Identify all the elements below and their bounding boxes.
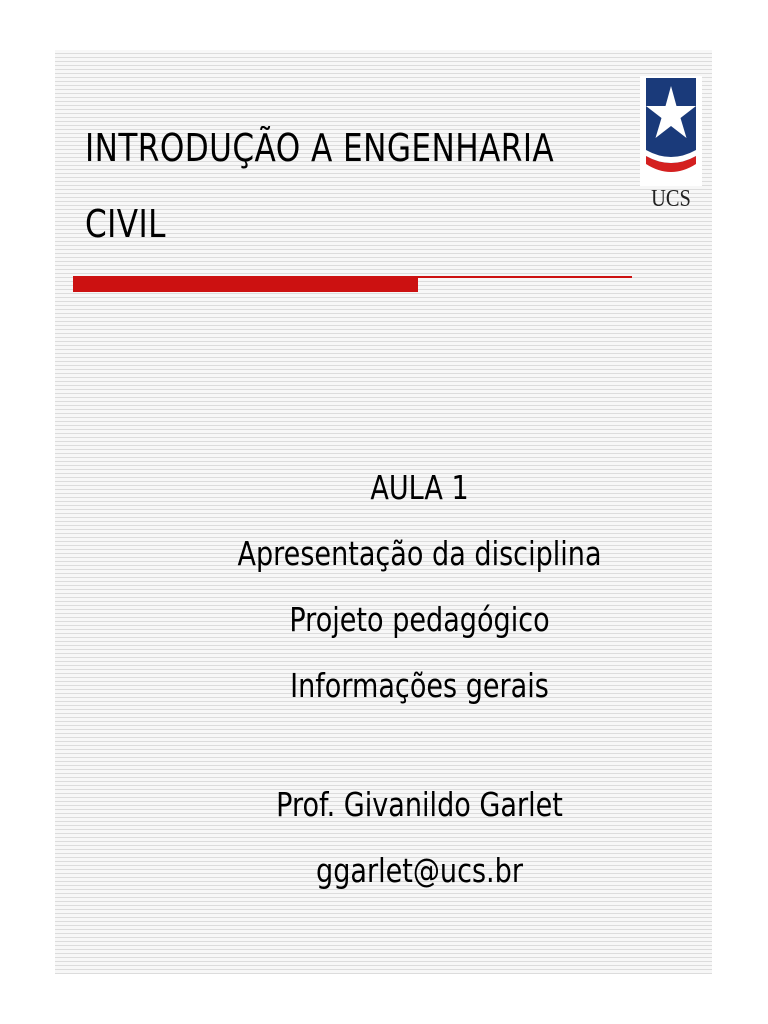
lesson-label: AULA 1 [370,468,469,507]
body-line-info: Informações gerais [290,666,549,705]
title-divider-thick [73,278,418,292]
logo-text: UCS [651,186,691,212]
ucs-logo [640,76,702,216]
body-line-project: Projeto pedagógico [289,600,550,639]
slide-title [85,110,555,262]
contact-block [55,772,712,904]
author-email: ggarlet@ucs.br [316,851,523,890]
slide-body [55,455,712,719]
body-line-presentation: Apresentação da disciplina [237,534,602,573]
slide [55,50,712,974]
slide-title-line-1: INTRODUÇÃO A ENGENHARIA [85,126,555,170]
star-shield-icon [640,76,702,186]
author-name: Prof. Givanildo Garlet [276,785,563,824]
slide-title-line-2: CIVIL [85,202,166,246]
